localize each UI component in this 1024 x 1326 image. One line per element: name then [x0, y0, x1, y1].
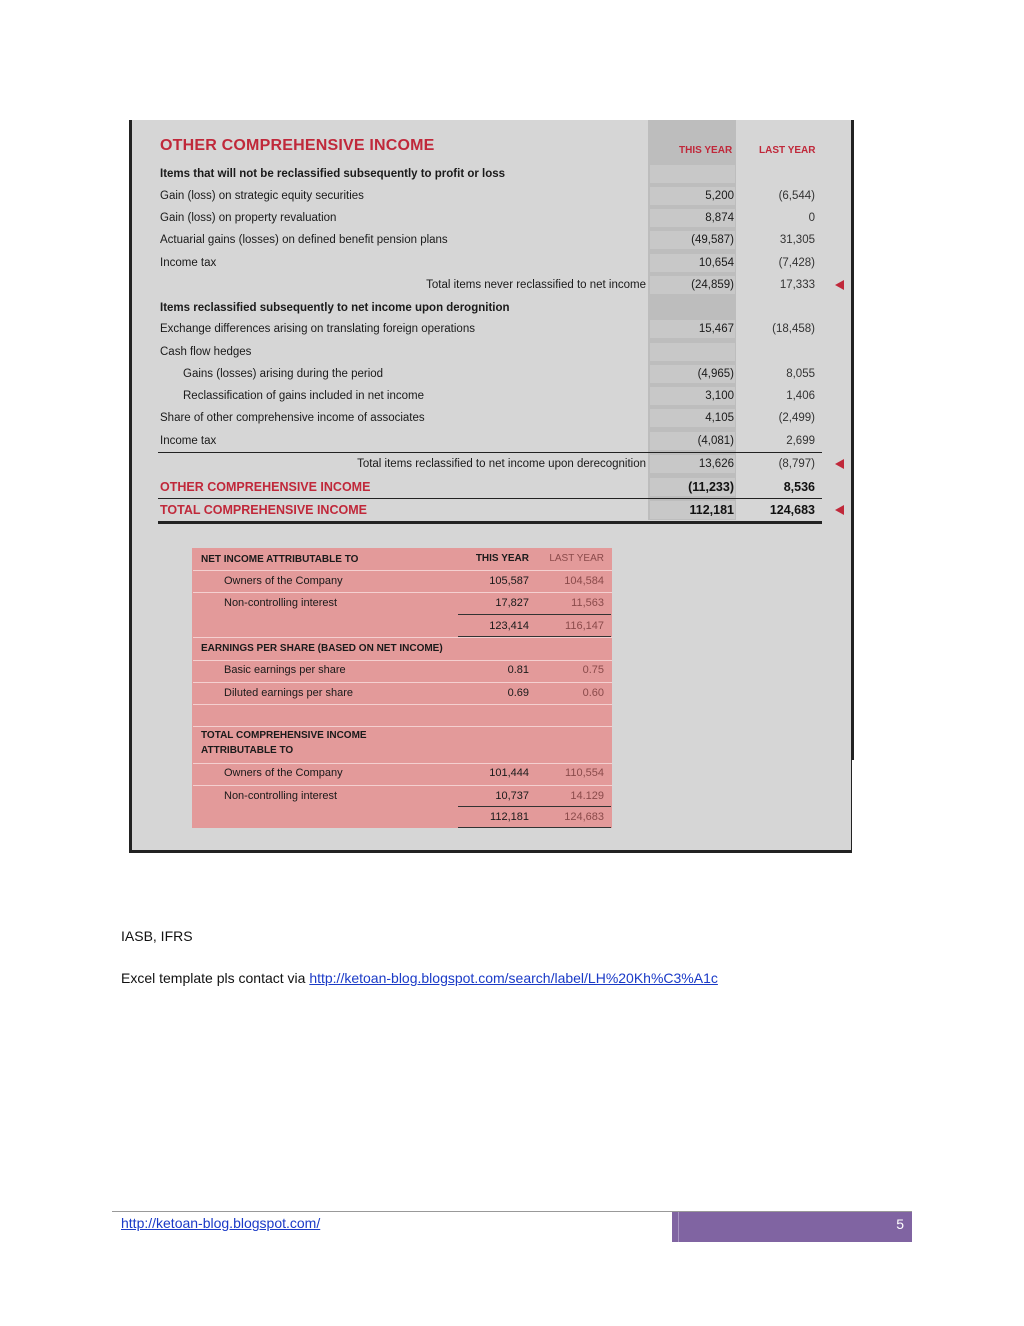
left-triangle-icon — [835, 459, 844, 469]
this-year-value: 123,414 — [489, 620, 529, 632]
last-year-value: (7,428) — [778, 257, 815, 269]
this-year-value: 13,626 — [698, 458, 734, 470]
this-year-value: 101,444 — [489, 767, 529, 779]
last-year-value: 0 — [808, 212, 815, 224]
footer-page-bar — [672, 1212, 912, 1242]
row-label: Exchange differences arising on translating foreign operations — [160, 323, 475, 335]
this-year-value: 10,737 — [495, 790, 529, 802]
tci-attribution-heading: TOTAL COMPREHENSIVE INCOME — [201, 730, 367, 741]
this-year-value: 0.81 — [507, 664, 529, 676]
last-year-value: 14.129 — [570, 790, 604, 802]
row-label: Share of other comprehensive income of associates — [160, 412, 425, 424]
row-label: Gain (loss) on property revaluation — [160, 212, 337, 224]
this-year-value: 112,181 — [490, 811, 529, 823]
last-year-value: 124,683 — [564, 811, 604, 823]
last-year-value: 104,584 — [564, 575, 604, 587]
last-year-value: 17,333 — [779, 279, 815, 291]
this-year-value: 5,200 — [705, 190, 734, 202]
row-divider — [193, 570, 612, 571]
footer-link[interactable]: http://ketoan-blog.blogspot.com/ — [121, 1215, 321, 1231]
last-year-value: 110,554 — [565, 767, 604, 779]
col-last-year-header: LAST YEAR — [549, 553, 604, 564]
divider-line — [158, 498, 822, 499]
row-label: Income tax — [160, 257, 217, 269]
divider-line — [158, 452, 822, 453]
this-year-value: (4,081) — [697, 435, 734, 447]
col-this-year-header: THIS YEAR — [475, 553, 529, 564]
row-label: Non-controlling interest — [224, 790, 338, 802]
this-year-value: (24,859) — [691, 279, 734, 291]
this-year-value: (49,587) — [691, 234, 734, 246]
this-year-value: 3,100 — [705, 390, 734, 402]
sum-line — [458, 806, 611, 807]
ty-cell — [650, 343, 735, 361]
last-year-value: 8,536 — [783, 480, 815, 494]
row-label: Non-controlling interest — [224, 597, 338, 609]
last-year-value: (2,499) — [778, 412, 815, 424]
last-year-value: (6,544) — [778, 190, 815, 202]
eps-heading: EARNINGS PER SHARE (BASED ON NET INCOME) — [201, 643, 443, 654]
section-heading-reclassified: Items reclassified subsequently to net income upon derognition — [160, 302, 510, 314]
frame-gap — [852, 760, 858, 855]
col-last-year-header: LAST YEAR — [759, 145, 816, 156]
last-year-value: 1,406 — [786, 390, 815, 402]
last-year-value: 116,147 — [565, 620, 604, 632]
this-year-value: (11,233) — [688, 480, 734, 494]
contact-line — [121, 970, 718, 986]
last-year-value: 2,699 — [786, 435, 815, 447]
last-year-value: 11,563 — [571, 597, 604, 609]
row-divider — [193, 592, 612, 593]
left-triangle-icon — [835, 280, 844, 290]
this-year-value: 0.69 — [507, 687, 529, 699]
contact-link[interactable]: http://ketoan-blog.blogspot.com/search/label/LH%20Kh%C3%A1c — [309, 970, 718, 986]
this-year-value: 15,467 — [698, 323, 734, 335]
oci-total-label: OTHER COMPREHENSIVE INCOME — [160, 480, 371, 494]
row-label: Cash flow hedges — [160, 346, 252, 358]
subtotal-label-reclassified: Total items reclassified to net income upon derecognition — [357, 458, 646, 470]
last-year-value: 31,305 — [779, 234, 815, 246]
row-divider — [193, 785, 612, 786]
sum-line — [458, 636, 611, 637]
sum-line — [458, 827, 611, 828]
row-label: Gains (losses) arising during the period — [183, 368, 384, 380]
row-label: Actuarial gains (losses) on defined benefit pension plans — [160, 234, 448, 246]
this-year-value: 10,654 — [698, 257, 734, 269]
row-divider — [193, 704, 612, 705]
last-year-value: (8,797) — [778, 458, 815, 470]
this-year-value: 8,874 — [705, 212, 734, 224]
row-divider — [193, 637, 612, 638]
sum-line — [458, 614, 611, 615]
tci-attribution-heading-2: ATTRIBUTABLE TO — [201, 745, 294, 756]
page-number: 5 — [896, 1216, 904, 1232]
row-label: Reclassification of gains included in net income — [183, 390, 424, 402]
row-label: Income tax — [160, 435, 217, 447]
row-label: Owners of the Company — [224, 767, 343, 779]
this-year-value: 105,587 — [489, 575, 529, 587]
last-year-value: 0.60 — [582, 687, 604, 699]
last-year-value: (18,458) — [772, 323, 815, 335]
row-label: Owners of the Company — [224, 575, 343, 587]
this-year-value: 112,181 — [689, 503, 734, 517]
left-triangle-icon — [835, 505, 844, 515]
contact-prefix: Excel template pls contact via — [121, 970, 310, 986]
double-underline — [158, 521, 822, 524]
tci-total-label: TOTAL COMPREHENSIVE INCOME — [160, 503, 367, 517]
col-this-year-header: THIS YEAR — [679, 145, 733, 156]
subtotal-label-never-reclassified: Total items never reclassified to net income — [426, 279, 646, 291]
tags-text: IASB, IFRS — [121, 928, 193, 944]
ty-cell — [650, 165, 735, 183]
last-year-value: 124,683 — [769, 503, 815, 517]
footer-bar-separator — [678, 1212, 679, 1242]
last-year-value: 8,055 — [786, 368, 815, 380]
net-income-heading: NET INCOME ATTRIBUTABLE TO — [201, 554, 359, 565]
last-year-value: 0.75 — [582, 664, 604, 676]
section-heading-never-reclassified: Items that will not be reclassified subsequently to profit or loss — [160, 168, 506, 180]
row-label: Basic earnings per share — [224, 664, 346, 676]
row-label: Diluted earnings per share — [224, 687, 354, 699]
this-year-value: 4,105 — [705, 412, 734, 424]
this-year-value: 17,827 — [495, 597, 529, 609]
this-year-value: (4,965) — [697, 368, 734, 380]
row-divider — [193, 682, 612, 683]
row-label: Gain (loss) on strategic equity securities — [160, 190, 364, 202]
statement-title: OTHER COMPREHENSIVE INCOME — [160, 137, 435, 154]
